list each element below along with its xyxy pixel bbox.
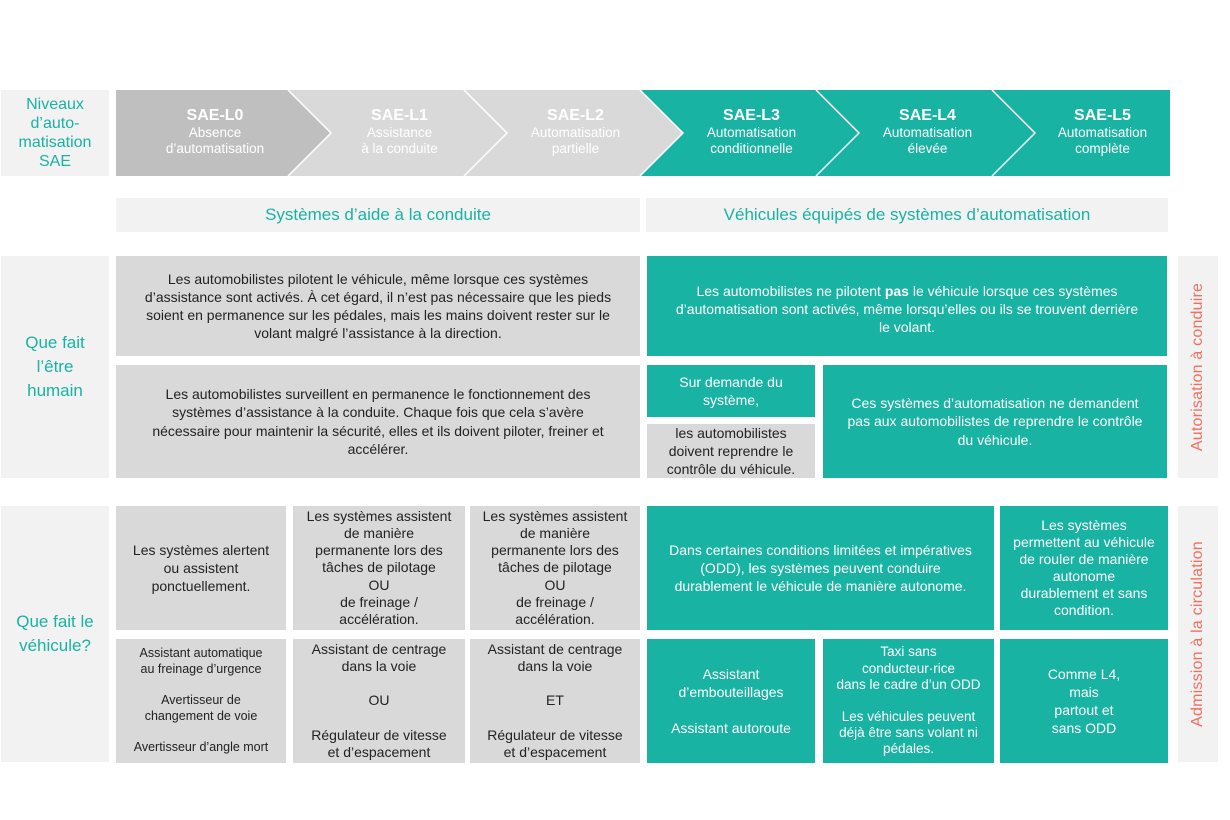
vehicle-l3-examples: Assistant d’embouteillages Assistant autoroute bbox=[647, 639, 815, 763]
human-l3-takeover: les automobilistes doivent reprendre le contrôle du véhicule. bbox=[647, 424, 815, 478]
level-code-l4: SAE-L4 bbox=[899, 107, 956, 124]
side-label-authorization-text: Autorisation à conduire bbox=[1189, 282, 1207, 452]
level-code-l0: SAE-L0 bbox=[186, 107, 244, 124]
human-l3-request: Sur demande du système, bbox=[647, 365, 815, 417]
vehicle-l34-desc: Dans certaines conditions limitées et impératives (ODD), les systèmes peuvent conduire durablement le véhicule de manière autonome. bbox=[647, 506, 994, 630]
category-automation: Véhicules équipés de systèmes d’automatisation bbox=[646, 198, 1168, 232]
level-l0 bbox=[140, 106, 290, 158]
side-label-authorization bbox=[1178, 256, 1218, 478]
vehicle-l1-examples: Assistant de centrage dans la voie OU Régulateur de vitesse et d’espacement bbox=[293, 639, 465, 763]
level-l3 bbox=[674, 106, 829, 158]
vehicle-l1-desc: Les systèmes assistent de manière permanente lors des tâches de pilotage OU de freinage / accélération. bbox=[293, 506, 465, 630]
side-label-admission bbox=[1178, 506, 1218, 762]
human-auto-top-text-a: Les automobilistes ne pilotent bbox=[696, 283, 885, 299]
vehicle-l4-examples: Taxi sans conducteur·rice dans le cadre d’un ODD Les véhicules peuvent déjà être sans volant ni pédales. bbox=[823, 639, 994, 763]
vehicle-l0-desc: Les systèmes alertent ou assistent ponctuellement. bbox=[116, 506, 286, 630]
human-assist-top: Les automobilistes pilotent le véhicule, même lorsque ces systèmes d’assistance sont activés. À cet égard, il n’est pas nécessaire que les pieds soient en permanence sur les pédales, mais les mains doivent rester sur le volant malgré l’assistance à la direction. bbox=[116, 256, 640, 356]
level-code-l2: SAE-L2 bbox=[547, 107, 604, 124]
human-assist-bottom: Les automobilistes surveillent en permanence le fonctionnement des systèmes d’assistance à la conduite. Chaque fois que cela s’avère nécessaire pour maintenir la sécurité, elles et ils doivent piloter, freiner et accélérer. bbox=[116, 365, 640, 478]
human-auto-top-bold: pas bbox=[884, 283, 909, 299]
vehicle-l2-desc: Les systèmes assistent de manière permanente lors des tâches de pilotage OU de freinage / accélération. bbox=[470, 506, 640, 630]
levels-label: Niveaux d’auto- matisation SAE bbox=[1, 90, 109, 176]
level-desc-l3: Automatisation conditionnelle bbox=[706, 125, 797, 157]
vehicle-l0-examples: Assistant automatique au freinage d’urgence Avertisseur de changement de voie Avertisseur d’angle mort bbox=[116, 639, 286, 763]
human-l45: Ces systèmes d’automatisation ne demandent pas aux automobilistes de reprendre le contrôle du véhicule. bbox=[823, 365, 1167, 478]
level-code-l1: SAE-L1 bbox=[371, 107, 428, 124]
level-desc-l1: Assistance à la conduite bbox=[361, 125, 438, 157]
level-code-l3: SAE-L3 bbox=[723, 107, 780, 124]
level-desc-l0: Absence d’automatisation bbox=[165, 125, 265, 157]
vehicle-l5-desc: Les systèmes permettent au véhicule de rouler de manière autonome durablement et sans condition. bbox=[1000, 506, 1168, 630]
category-assist: Systèmes d’aide à la conduite bbox=[116, 198, 640, 232]
level-l4 bbox=[850, 106, 1005, 158]
level-desc-l4: Automatisation élevée bbox=[882, 125, 973, 157]
level-code-l5: SAE-L5 bbox=[1074, 107, 1131, 124]
human-auto-top bbox=[647, 256, 1167, 356]
human-row-label: Que fait l’être humain bbox=[1, 256, 109, 478]
level-l5 bbox=[1025, 106, 1180, 158]
level-l1 bbox=[322, 106, 477, 158]
vehicle-row-label: Que fait le véhicule? bbox=[1, 506, 109, 762]
human-auto-top-text-b: le véhicule lorsque ces systèmes d’automatisation sont activés, même lorsqu’elles ou ils se trouvent derrière le volant. bbox=[675, 283, 1139, 336]
level-desc-l5: Automatisation complète bbox=[1057, 125, 1148, 157]
level-desc-l2: Automatisation partielle bbox=[530, 125, 621, 157]
side-label-admission-text: Admission à la circulation bbox=[1189, 541, 1207, 727]
level-l2 bbox=[498, 106, 653, 158]
vehicle-l2-examples: Assistant de centrage dans la voie ET Régulateur de vitesse et d’espacement bbox=[470, 639, 640, 763]
vehicle-l5-examples: Comme L4, mais partout et sans ODD bbox=[1000, 639, 1168, 763]
